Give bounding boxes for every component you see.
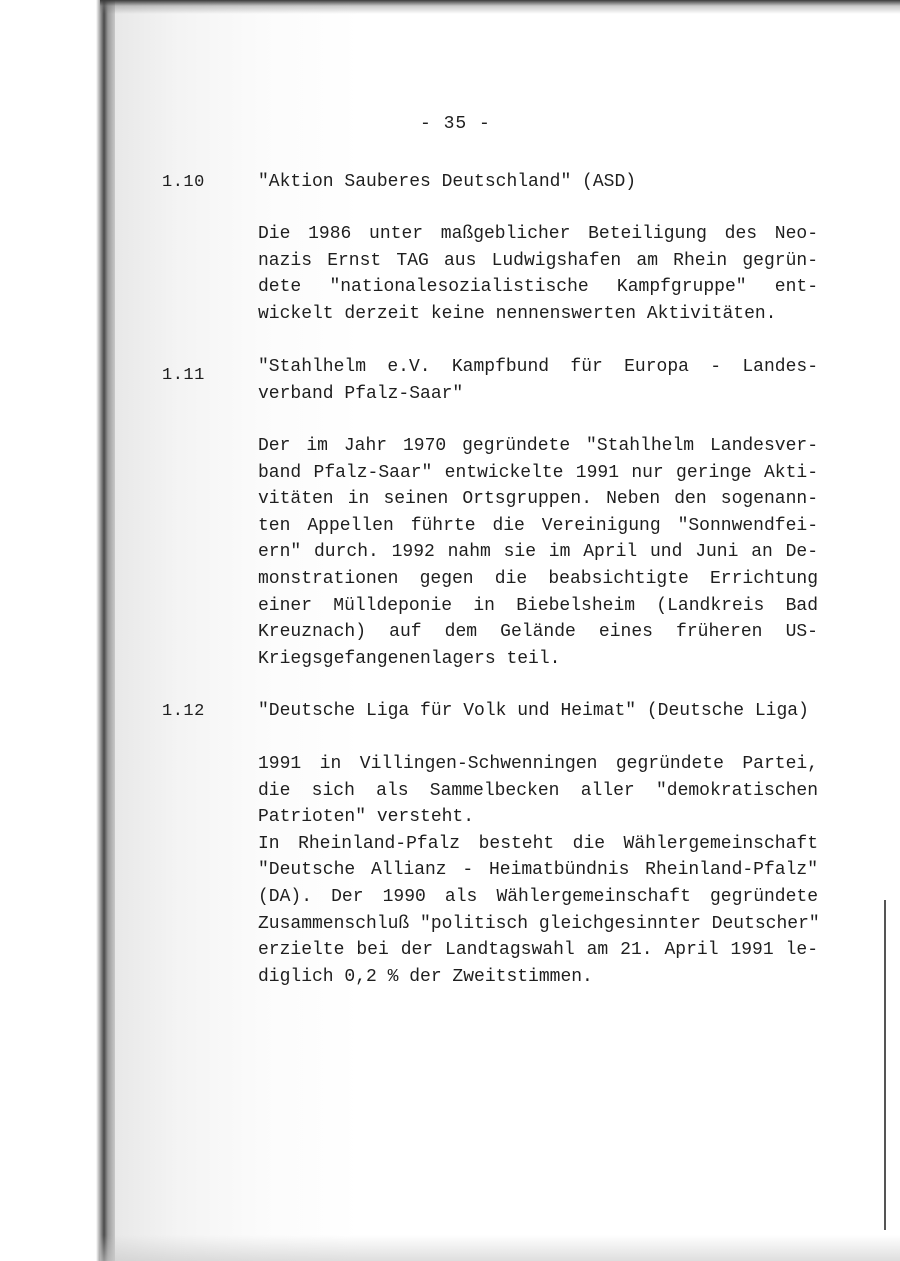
section-heading — [258, 169, 818, 196]
page-number: - 35 - — [420, 114, 491, 134]
section-heading — [258, 698, 818, 725]
text-line: band Pfalz-Saar" entwickelte 1991 nur geringe Akti- — [258, 462, 818, 483]
text-line: Der im Jahr 1970 gegründete "Stahlhelm Landesver- — [258, 436, 818, 456]
section-number: 1.10 — [162, 173, 205, 192]
heading-line: "Stahlhelm e.V. Kampfbund für Europa - Landes- — [258, 357, 818, 377]
section-number: 1.11 — [162, 366, 205, 385]
text-line: Kriegsgefangenenlagers teil. — [258, 648, 561, 669]
section-paragraph — [258, 751, 818, 990]
text-line: In Rheinland-Pfalz besteht die Wählergemeinschaft — [258, 833, 818, 854]
top-edge-shadow — [100, 0, 900, 14]
text-line: dete "nationalesozialistische Kampfgruppe" ent- — [258, 277, 818, 298]
text-line: ten Appellen führte die Vereinigung "Sonnwendfei- — [258, 515, 818, 536]
section-heading — [258, 354, 818, 407]
text-line: Patrioten" versteht. — [258, 807, 475, 828]
text-line: monstrationen gegen die beabsichtigte Errichtung — [258, 568, 818, 589]
text-line: diglich 0,2 % der Zweitstimmen. — [258, 966, 593, 987]
text-line: vitäten in seinen Ortsgruppen. Neben den sogenann- — [258, 489, 818, 510]
text-line: Zusammenschluß "politisch gleichgesinnter Deutscher" — [258, 913, 820, 934]
text-line: erzielte bei der Landtagswahl am 21. April 1991 le- — [258, 940, 818, 961]
section-paragraph — [258, 433, 818, 672]
text-line: Die 1986 unter maßgeblicher Beteiligung des Neo- — [258, 224, 818, 244]
section-paragraph — [258, 221, 818, 327]
binding-shadow — [0, 0, 115, 1261]
bottom-edge-shadow — [100, 1235, 900, 1261]
text-line: 1991 in Villingen-Schwenningen gegründete Partei, — [258, 754, 818, 774]
heading-line: "Deutsche Liga für Volk und Heimat" (Deutsche Liga) — [258, 701, 809, 721]
text-line: wickelt derzeit keine nennenswerten Aktivitäten. — [258, 303, 777, 324]
text-line: Kreuznach) auf dem Gelände eines früheren US- — [258, 622, 818, 643]
section-number: 1.12 — [162, 702, 205, 721]
text-line: die sich als Sammelbecken aller "demokratischen — [258, 780, 818, 801]
heading-line: verband Pfalz-Saar" — [258, 383, 464, 404]
text-line: (DA). Der 1990 als Wählergemeinschaft gegründete — [258, 886, 818, 907]
right-edge-line — [884, 900, 886, 1230]
text-line: ern" durch. 1992 nahm sie im April und Juni an De- — [258, 542, 818, 563]
text-line: einer Mülldeponie in Biebelsheim (Landkreis Bad — [258, 595, 818, 616]
heading-line: "Aktion Sauberes Deutschland" (ASD) — [258, 172, 637, 192]
text-line: nazis Ernst TAG aus Ludwigshafen am Rhein gegrün- — [258, 250, 818, 271]
text-line: "Deutsche Allianz - Heimatbündnis Rheinland-Pfalz" — [258, 860, 818, 881]
